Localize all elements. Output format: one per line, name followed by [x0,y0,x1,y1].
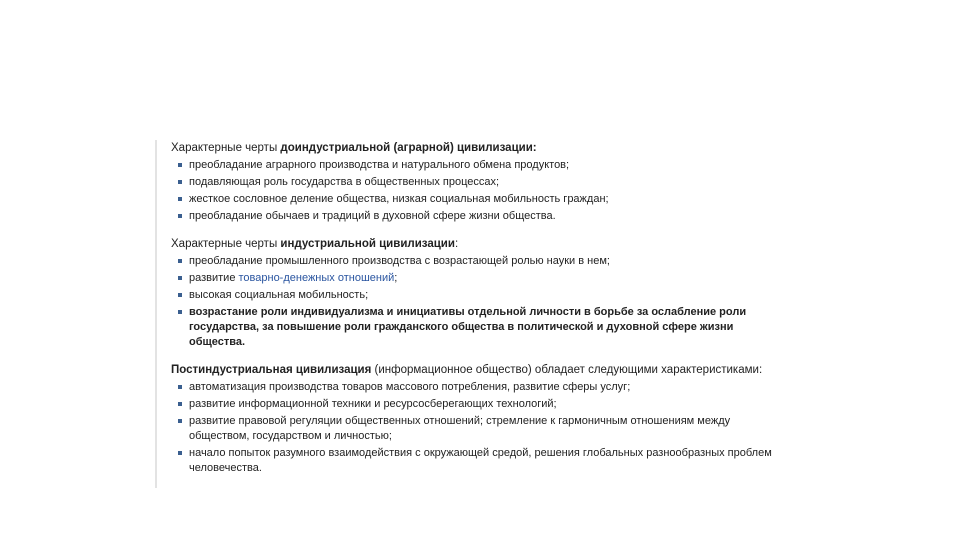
list-item-text: преобладание аграрного производства и натурального обмена продуктов; [189,159,570,171]
bullet-icon [178,293,182,297]
list-item-text: возрастание роли индивидуализма и инициативы отдельной личности в борьбе за ослабление роли государства, за повышение роли гражданского общества в политической и духовной сфере жизни общества. [189,306,747,348]
heading-bold-text: индустриальной цивилизации [280,238,455,250]
section-heading [171,140,785,156]
list-item [178,305,785,350]
bullet-icon [178,214,182,218]
list-item-text: преобладание обычаев и традиций в духовной сфере жизни общества. [189,210,556,222]
list-item-text: развитие [189,272,239,284]
list-item [178,446,785,476]
heading-bold-text: Постиндустриальная цивилизация [171,364,372,376]
list-item [178,397,785,412]
bullet-icon [178,276,182,280]
list-item [178,209,785,224]
bullet-icon [178,451,182,455]
section-industrial [171,236,785,350]
list-item [178,175,785,190]
list-item-text: преобладание промышленного производства с возрастающей ролью науки в нем; [189,255,610,267]
feature-list [171,254,785,350]
list-item-text: подавляющая роль государства в общественных процессах; [189,176,500,188]
heading-text: (информационное общество) обладает следующими характеристиками: [371,364,763,376]
bullet-icon [178,419,182,423]
bullet-icon [178,197,182,201]
list-item [178,380,785,395]
heading-text: Характерные черты [171,238,281,250]
bullet-icon [178,310,182,314]
section-heading [171,236,785,252]
bullet-icon [178,180,182,184]
list-item-text: начало попыток разумного взаимодействия с окружающей средой, решения глобальных разнообразных проблем человечества. [189,447,772,474]
list-item-text: развитие правовой регуляции общественных отношений; стремление к гармоничным отношениям между обществом, государством и личностью; [189,415,731,442]
heading-text: Характерные черты [171,142,281,154]
list-item [178,271,785,286]
section-preindustrial [171,140,785,224]
section-heading [171,362,785,378]
list-item-text: развитие информационной техники и ресурсосберегающих технологий; [189,398,557,410]
feature-list [171,380,785,476]
section-postindustrial [171,362,785,476]
bullet-icon [178,402,182,406]
list-item-text: высокая социальная мобильность; [189,289,369,301]
bullet-icon [178,259,182,263]
list-item [178,414,785,444]
bullet-icon [178,163,182,167]
list-item [178,288,785,303]
commodity-money-relations-link[interactable]: товарно-денежных отношений [238,272,395,284]
heading-bold-text: доиндустриальной (аграрной) цивилизации: [280,142,537,154]
bullet-icon [178,385,182,389]
list-item [178,192,785,207]
feature-list [171,158,785,224]
list-item-text: жесткое сословное деление общества, низкая социальная мобильность граждан; [189,193,609,205]
list-item-text: автоматизация производства товаров массового потребления, развитие сферы услуг; [189,381,631,393]
list-item [178,158,785,173]
list-item-text: ; [394,272,398,284]
list-item [178,254,785,269]
content-block [155,140,785,488]
heading-text: : [454,238,459,250]
